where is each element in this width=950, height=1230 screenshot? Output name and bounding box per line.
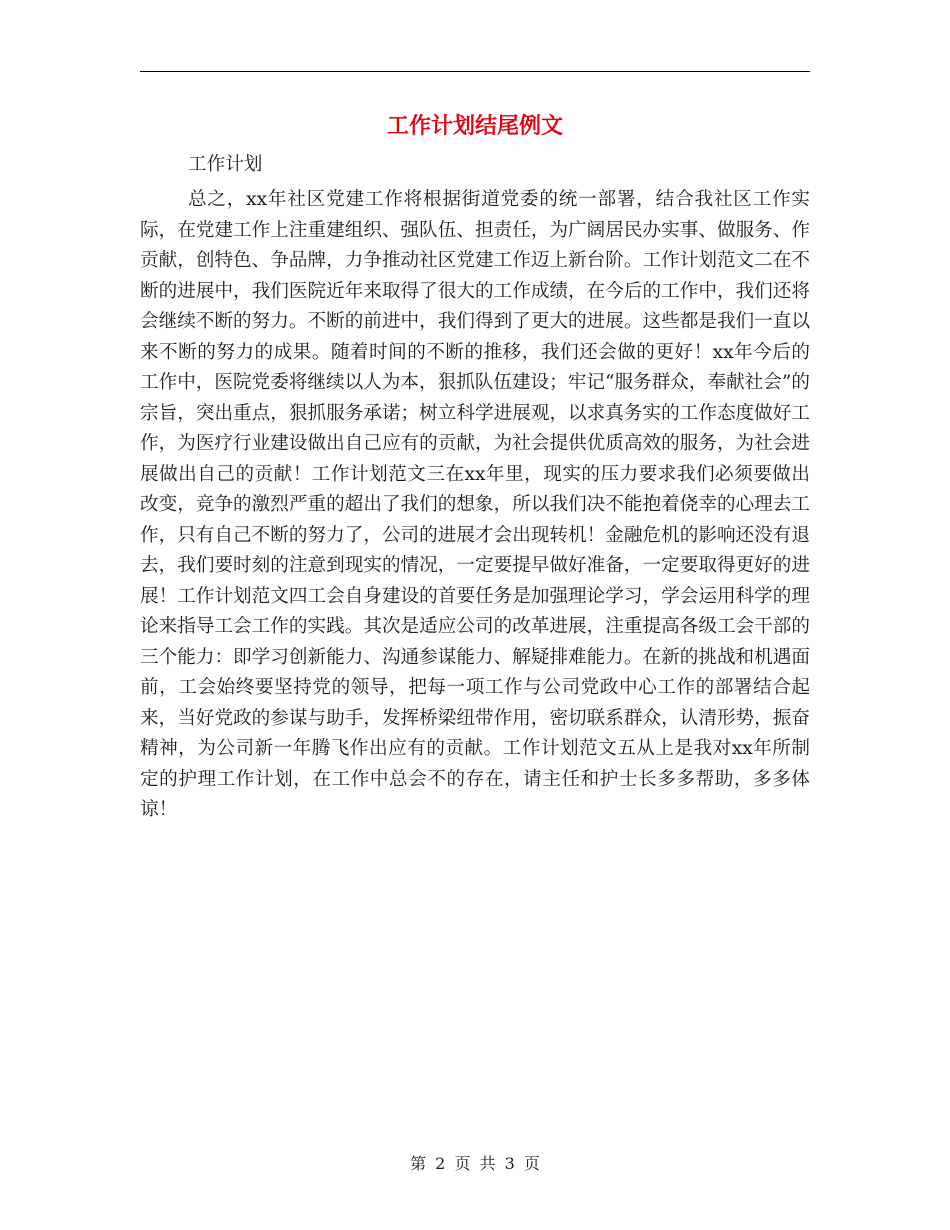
- document-subheading: 工作计划: [188, 154, 263, 175]
- header-rule: [140, 71, 810, 72]
- page-number-footer: 第 2 页 共 3 页: [410, 1154, 540, 1173]
- document-body-paragraph: 总之，xx年社区党建工作将根据街道党委的统一部署，结合我社区工作实际，在党建工作上注重建组织、强队伍、担责任，为广阔居民办实事、做服务、作贡献，创特色、争品牌，力争推动社区党建工作迈上新台阶。工作计划范文二在不断的进展中，我们医院近年来取得了很大的工作成绩，在今后的工作中，我们还将会继续不断的努力。不断的前进中，我们得到了更大的进展。这些都是我们一直以来不断的努力的成果。随着时间的不断的推移，我们还会做的更好！xx年今后的工作中，医院党委将继续以人为本，狠抓队伍建设；牢记“服务群众，奉献社会”的宗旨，突出重点，狠抓服务承诺；树立科学进展观，以求真务实的工作态度做好工作，为医疗行业建设做出自己应有的贡献，为社会提供优质高效的服务，为社会进展做出自己的贡献！工作计划范文三在xx年里，现实的压力要求我们必须要做出改变，竞争的激烈严重的超出了我们的想象，所以我们决不能抱着侥幸的心理去工作，只有自己不断的努力了，公司的进展才会出现转机！金融危机的影响还没有退去，我们要时刻的注意到现实的情况，一定要提早做好准备，一定要取得更好的进展！工作计划范文四工会自身建设的首要任务是加强理论学习，学会运用科学的理论来指导工会工作的实践。其次是适应公司的改革进展，注重提高各级工会干部的三个能力：即学习创新能力、沟通参谋能力、解疑排难能力。在新的挑战和机遇面前，工会始终要坚持党的领导，把每一项工作与公司党政中心工作的部署结合起来，当好党政的参谋与助手，发挥桥梁纽带作用，密切联系群众，认清形势，振奋精神，为公司新一年腾飞作出应有的贡献。工作计划范文五从上是我对xx年所制定的护理工作计划，在工作中总会不的存在，请主任和护士长多多帮助，多多体谅！: [140, 189, 810, 820]
- document-title: 工作计划结尾例文: [386, 114, 563, 139]
